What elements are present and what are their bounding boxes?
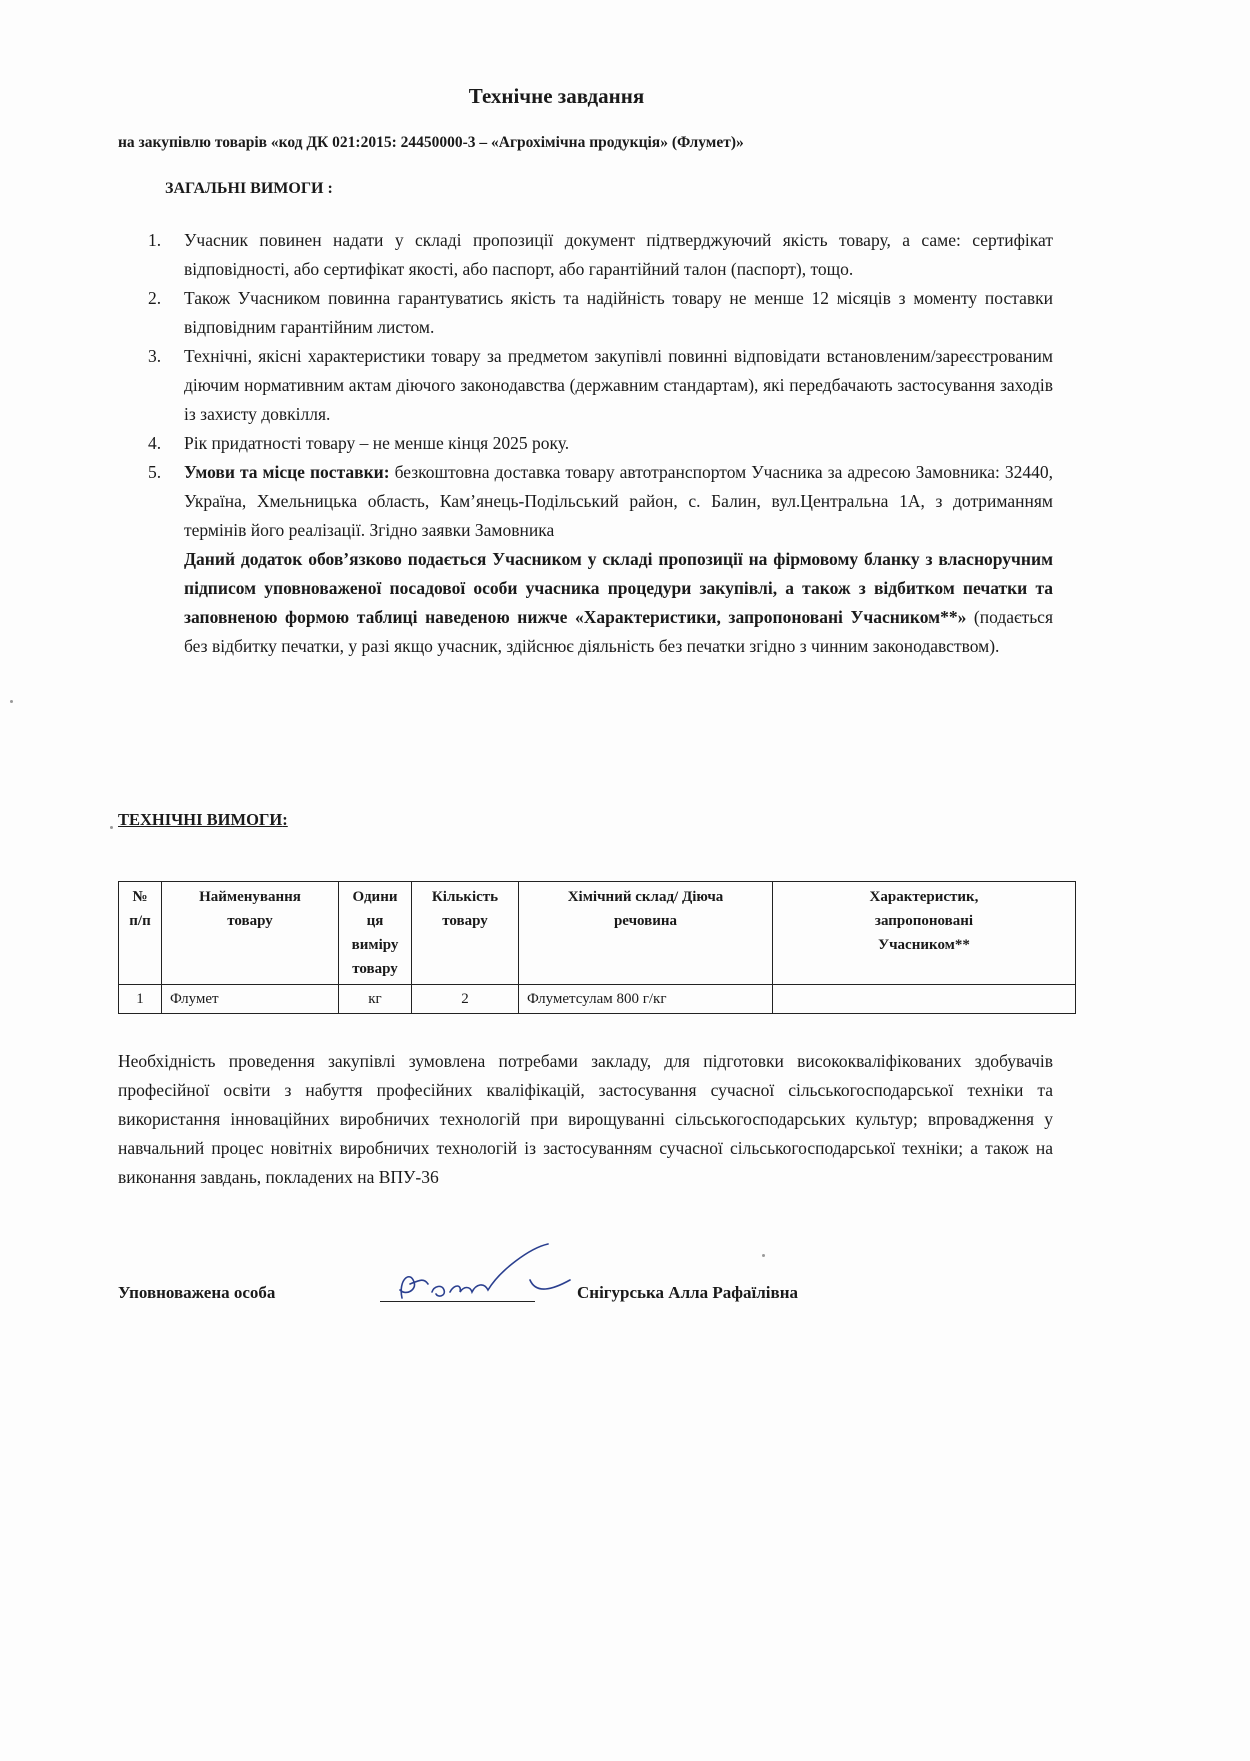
annex-note-rest: (подається без відбитку печатки, у разі якщо учасник, здійснює діяльність без печатки згідно з чинним законодавством). — [184, 607, 1053, 656]
technical-requirements-heading — [118, 810, 288, 830]
annex-note-bold: Даний додаток обов’язково подається Учасником у складі пропозиції на фірмовому бланку з власноручним підписом уповноваженої посадової особи учасника процедури закупівлі, а також з відбитком печатки та заповненою формою таблиці наведеною нижче «Характеристики, запропоновані Учасником**» — [184, 549, 1053, 627]
cell-unit: кг — [339, 985, 412, 1014]
header-unit: Одини ця виміру товару — [339, 882, 412, 985]
handwritten-signature — [380, 1240, 580, 1310]
technical-heading-colon: : — [282, 810, 288, 829]
cell-qty: 2 — [412, 985, 519, 1014]
cell-chemistry: Флуметсулам 800 г/кг — [519, 985, 773, 1014]
header-offered-characteristics: Характеристик, запропоновані Учасником** — [773, 882, 1076, 985]
scan-speck — [10, 700, 13, 703]
cell-name: Флумет — [162, 985, 339, 1014]
specification-table — [118, 881, 1076, 1014]
requirement-number: 1. — [148, 230, 162, 250]
signatory-label: Уповноважена особа — [118, 1283, 276, 1302]
general-requirements-heading: ЗАГАЛЬНІ ВИМОГИ : — [165, 180, 333, 197]
requirement-number: 2. — [148, 288, 162, 308]
delivery-terms-label: Умови та місце поставки: — [184, 462, 390, 482]
document-title: Технічне завдання — [468, 84, 645, 108]
requirement-item — [148, 458, 1053, 661]
cell-offered-characteristics — [773, 985, 1076, 1014]
requirement-item — [148, 429, 1053, 458]
requirement-item — [148, 284, 1053, 342]
requirement-item — [148, 226, 1053, 284]
requirement-number: 5. — [148, 462, 162, 482]
cell-num: 1 — [119, 985, 162, 1014]
requirement-text: безкоштовна доставка товару автотранспортом Учасника за адресою Замовника: 32440, Україна, Хмельницька область, Кам’янець-Подільський район, с. Балин, вул.Центральна 1А, з дотриманням термінів його реалізації. Згідно заявки Замовника — [184, 462, 1053, 540]
requirement-number: 4. — [148, 433, 162, 453]
header-qty: Кількість товару — [412, 882, 519, 985]
document-subtitle: на закупівлю товарів «код ДК 021:2015: 24450000-3 – «Агрохімічна продукція» (Флумет)» — [118, 134, 744, 151]
requirement-number: 3. — [148, 346, 162, 366]
requirement-text: Також Учасником повинна гарантуватись якість та надійність товару не менше 12 місяців з моменту поставки відповідним гарантійним листом. — [184, 288, 1053, 337]
header-chemistry: Хімічний склад/ Діюча речовина — [519, 882, 773, 985]
scan-speck — [110, 826, 113, 829]
procurement-justification: Необхідність проведення закупівлі зумовлена потребами закладу, для підготовки висококваліфікованих здобувачів професійної освіти з набуття професійних кваліфікацій, застосування сучасної сільськогосподарської техніки та використання інноваційних виробничих технологій при вирощуванні сільськогосподарських культур; впровадження у навчальний процес новітніх виробничих технологій із застосуванням сучасної сільськогосподарської техніки; а також на виконання завдань, покладених на ВПУ-36 — [118, 1051, 1053, 1187]
requirement-text: Учасник повинен надати у складі пропозиції документ підтверджуючий якість товару, а саме: сертифікат відповідності, або сертифікат якості, або паспорт, або гарантійний талон (паспорт), тощо. — [184, 230, 1053, 279]
requirement-text: Рік придатності товару – не менше кінця 2025 року. — [184, 433, 570, 453]
signatory-name: Снігурська Алла Рафаїлівна — [577, 1283, 798, 1302]
scan-speck — [762, 1254, 765, 1257]
header-name: Найменування товару — [162, 882, 339, 985]
annex-note — [184, 545, 1053, 661]
table-row — [119, 985, 1076, 1014]
table-header-row — [119, 882, 1076, 985]
header-num: № п/п — [119, 882, 162, 985]
requirements-list — [148, 226, 1053, 661]
requirement-text: Технічні, якісні характеристики товару за предметом закупівлі повинні відповідати встановленим/зареєстрованим діючим нормативним актам діючого законодавства (державним стандартам), які передбачають застосування заходів із захисту довкілля. — [184, 346, 1053, 424]
technical-heading-text: ТЕХНІЧНІ ВИМОГИ — [118, 810, 283, 829]
requirement-item — [148, 342, 1053, 429]
